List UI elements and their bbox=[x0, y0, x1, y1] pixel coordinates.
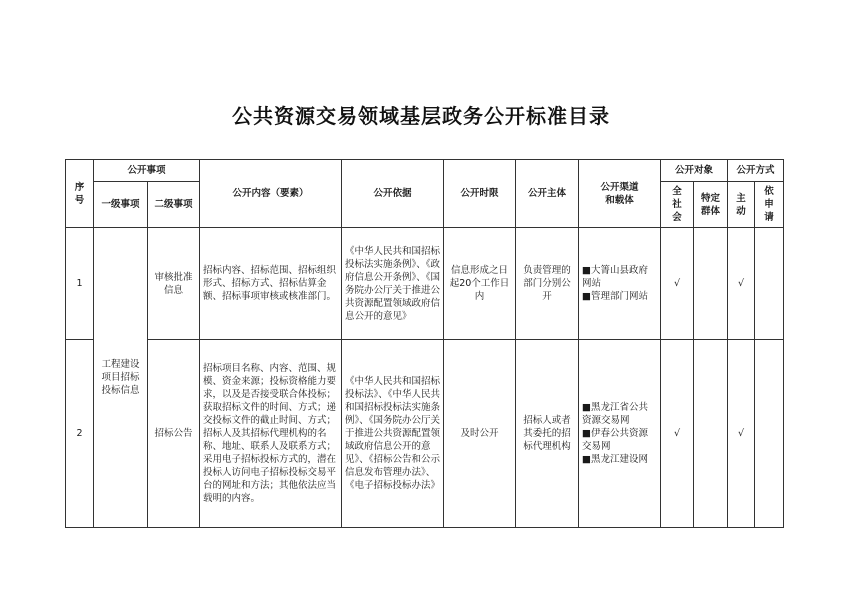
matter-header: 公开事项 bbox=[94, 160, 200, 182]
channel-item: ■管理部门网站 bbox=[582, 291, 648, 302]
active-cell: √ bbox=[728, 340, 755, 528]
active-cell: √ bbox=[728, 228, 755, 340]
basis-cell: 《中华人民共和国招标投标法》、《中华人民共和国招标投标法实施条例》、《国务院办公厅关于推进公共资源配置领域政府信息公开的意见》、《招标公告和公示信息发布管理办法》、《电子招标投标办法》 bbox=[342, 340, 444, 528]
level1-header: 一级事项 bbox=[94, 182, 148, 228]
content-cell: 招标内容、招标范围、招标组织形式、招标方式、招标估算金额、招标事项审核或核准部门。 bbox=[200, 228, 342, 340]
catalog-table bbox=[65, 159, 784, 528]
page-title: 公共资源交易领域基层政务公开标准目录 bbox=[232, 104, 610, 128]
level2-header: 二级事项 bbox=[148, 182, 200, 228]
active-header-label: 主 动 bbox=[736, 192, 746, 217]
level2-label: 审核批准 信息 bbox=[154, 271, 193, 296]
apply-header-label: 依 申 请 bbox=[764, 186, 774, 223]
channel-item: ■大箐山县政府网站 bbox=[582, 265, 648, 289]
time-limit-header: 公开时限 bbox=[444, 160, 516, 228]
subject-cell: 招标人或者其委托的招标代理机构 bbox=[516, 340, 579, 528]
level1-cell bbox=[94, 228, 148, 528]
seq-cell: 1 bbox=[66, 228, 94, 340]
society-header-label: 全 社 会 bbox=[672, 186, 682, 223]
audience-header: 公开对象 bbox=[661, 160, 728, 182]
channel-item: ■伊春公共资源交易网 bbox=[582, 428, 648, 452]
level1-label: 工程建设 项目招标 投标信息 bbox=[101, 359, 140, 396]
society-cell: √ bbox=[661, 228, 694, 340]
apply-cell bbox=[755, 340, 784, 528]
specific-cell bbox=[694, 228, 728, 340]
channel-header-label: 公开渠道 和载体 bbox=[600, 181, 639, 206]
specific-cell bbox=[694, 340, 728, 528]
time-limit-cell: 信息形成之日起20个工作日内 bbox=[444, 228, 516, 340]
header-row-1 bbox=[66, 160, 784, 182]
seq-cell: 2 bbox=[66, 340, 94, 528]
level2-label: 招标公告 bbox=[154, 428, 193, 439]
channel-header bbox=[579, 160, 661, 228]
channel-cell bbox=[579, 228, 661, 340]
seq-header-label: 序 号 bbox=[74, 181, 85, 206]
level2-cell bbox=[148, 228, 200, 340]
channel-item: ■黑龙江建设网 bbox=[582, 454, 648, 465]
method-header: 公开方式 bbox=[728, 160, 784, 182]
content-cell: 招标项目名称、内容、范围、规模、资金来源；投标资格能力要求，以及是否接受联合体投标；获取招标文件的时间、方式；递交投标文件的截止时间、方式；招标人及其招标代理机构的名称、地址、联系人及联系方式；采用电子招标投标方式的，潜在投标人访问电子招标投标交易平台的网址和方法；其他依法应当载明的内容。 bbox=[200, 340, 342, 528]
specific-header bbox=[694, 182, 728, 228]
seq-header bbox=[66, 160, 94, 228]
level2-cell bbox=[148, 340, 200, 528]
basis-cell: 《中华人民共和国招标投标法实施条例》、《政府信息公开条例》、《国务院办公厅关于推进公共资源配置领域政府信息公开的意见》 bbox=[342, 228, 444, 340]
basis-header: 公开依据 bbox=[342, 160, 444, 228]
society-cell: √ bbox=[661, 340, 694, 528]
content-header: 公开内容（要素） bbox=[200, 160, 342, 228]
subject-header: 公开主体 bbox=[516, 160, 579, 228]
active-header bbox=[728, 182, 755, 228]
time-limit-cell: 及时公开 bbox=[444, 340, 516, 528]
apply-header bbox=[755, 182, 784, 228]
society-header bbox=[661, 182, 694, 228]
table-row bbox=[66, 340, 784, 528]
specific-header-label: 特定 群体 bbox=[701, 192, 721, 217]
channel-item: ■黑龙江省公共资源交易网 bbox=[582, 402, 648, 426]
channel-cell bbox=[579, 340, 661, 528]
subject-cell: 负责管理的部门分别公开 bbox=[516, 228, 579, 340]
table-row bbox=[66, 228, 784, 340]
apply-cell bbox=[755, 228, 784, 340]
